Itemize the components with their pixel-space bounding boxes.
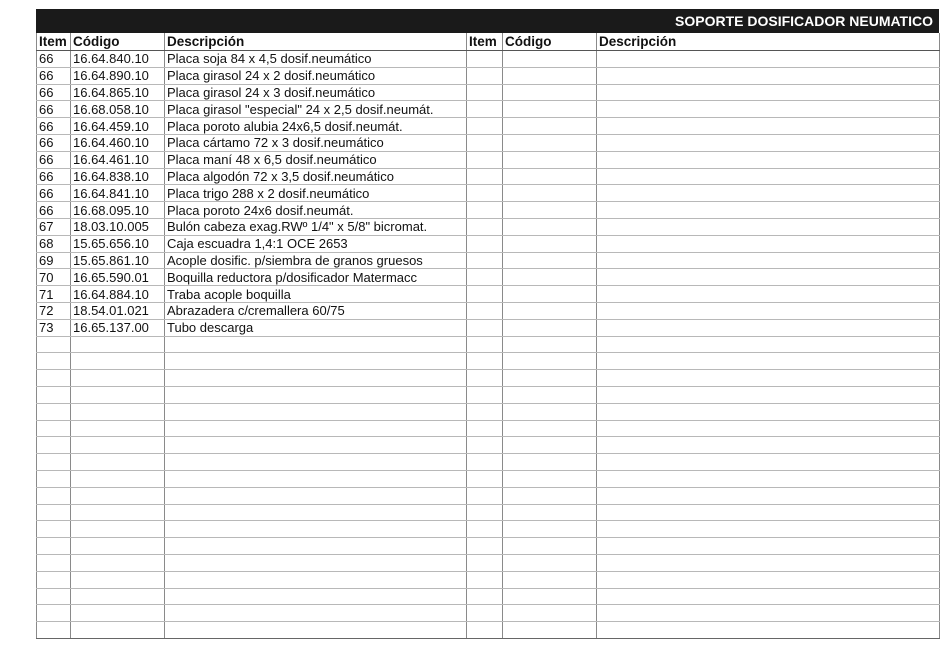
cell-description-right bbox=[597, 302, 940, 319]
cell-item: 66 bbox=[37, 134, 71, 151]
cell-description-right bbox=[597, 470, 940, 487]
cell-description bbox=[165, 554, 467, 571]
cell-item bbox=[37, 403, 71, 420]
cell-code: 16.65.137.00 bbox=[71, 319, 165, 336]
cell-item-right bbox=[467, 571, 503, 588]
cell-code bbox=[71, 353, 165, 370]
cell-item-right bbox=[467, 67, 503, 84]
cell-code: 16.65.590.01 bbox=[71, 269, 165, 286]
cell-item-right bbox=[467, 521, 503, 538]
cell-code bbox=[71, 487, 165, 504]
cell-code-right bbox=[503, 269, 597, 286]
cell-code bbox=[71, 504, 165, 521]
cell-item-right bbox=[467, 286, 503, 303]
cell-code-right bbox=[503, 487, 597, 504]
cell-item-right bbox=[467, 168, 503, 185]
table-row bbox=[37, 437, 940, 454]
cell-description: Tubo descarga bbox=[165, 319, 467, 336]
cell-code-right bbox=[503, 622, 597, 639]
cell-description: Placa poroto 24x6 dosif.neumát. bbox=[165, 202, 467, 219]
cell-code-right bbox=[503, 67, 597, 84]
cell-description: Placa soja 84 x 4,5 dosif.neumático bbox=[165, 51, 467, 68]
cell-code: 16.64.841.10 bbox=[71, 185, 165, 202]
cell-code bbox=[71, 470, 165, 487]
cell-item bbox=[37, 554, 71, 571]
cell-code bbox=[71, 571, 165, 588]
cell-item: 72 bbox=[37, 302, 71, 319]
cell-description bbox=[165, 588, 467, 605]
cell-item-right bbox=[467, 588, 503, 605]
cell-code-right bbox=[503, 588, 597, 605]
cell-code bbox=[71, 605, 165, 622]
cell-description: Placa maní 48 x 6,5 dosif.neumático bbox=[165, 151, 467, 168]
cell-item bbox=[37, 588, 71, 605]
cell-code-right bbox=[503, 538, 597, 555]
cell-description-right bbox=[597, 252, 940, 269]
table-row bbox=[37, 504, 940, 521]
cell-code-right bbox=[503, 84, 597, 101]
cell-item-right bbox=[467, 437, 503, 454]
cell-description: Caja escuadra 1,4:1 OCE 2653 bbox=[165, 235, 467, 252]
cell-item-right bbox=[467, 336, 503, 353]
cell-item bbox=[37, 370, 71, 387]
table-row bbox=[37, 386, 940, 403]
cell-code-right bbox=[503, 386, 597, 403]
table-row bbox=[37, 538, 940, 555]
table-row bbox=[37, 151, 940, 168]
cell-item: 66 bbox=[37, 84, 71, 101]
cell-description-right bbox=[597, 202, 940, 219]
cell-description: Traba acople boquilla bbox=[165, 286, 467, 303]
cell-code: 16.64.840.10 bbox=[71, 51, 165, 68]
cell-code bbox=[71, 538, 165, 555]
table-row bbox=[37, 353, 940, 370]
cell-description-right bbox=[597, 269, 940, 286]
cell-code-right bbox=[503, 168, 597, 185]
cell-item bbox=[37, 538, 71, 555]
cell-description-right bbox=[597, 319, 940, 336]
cell-description: Placa cártamo 72 x 3 dosif.neumático bbox=[165, 134, 467, 151]
cell-description-right bbox=[597, 286, 940, 303]
table-row bbox=[37, 286, 940, 303]
cell-code: 16.64.890.10 bbox=[71, 67, 165, 84]
table-row bbox=[37, 370, 940, 387]
table-row bbox=[37, 420, 940, 437]
parts-sheet bbox=[36, 9, 939, 639]
cell-item: 66 bbox=[37, 202, 71, 219]
cell-description: Placa girasol 24 x 2 dosif.neumático bbox=[165, 67, 467, 84]
cell-code-right bbox=[503, 302, 597, 319]
cell-description: Placa poroto alubia 24x6,5 dosif.neumát. bbox=[165, 118, 467, 135]
cell-item: 71 bbox=[37, 286, 71, 303]
cell-item: 68 bbox=[37, 235, 71, 252]
cell-description-right bbox=[597, 588, 940, 605]
cell-item bbox=[37, 336, 71, 353]
cell-item bbox=[37, 605, 71, 622]
cell-item bbox=[37, 571, 71, 588]
table-row bbox=[37, 134, 940, 151]
cell-item bbox=[37, 353, 71, 370]
cell-code bbox=[71, 437, 165, 454]
cell-code-right bbox=[503, 118, 597, 135]
cell-item-right bbox=[467, 319, 503, 336]
cell-item-right bbox=[467, 420, 503, 437]
header-code-right: Código bbox=[503, 33, 597, 51]
cell-code bbox=[71, 386, 165, 403]
table-row bbox=[37, 470, 940, 487]
cell-description-right bbox=[597, 67, 940, 84]
cell-code: 16.64.459.10 bbox=[71, 118, 165, 135]
cell-code bbox=[71, 588, 165, 605]
cell-description: Placa trigo 288 x 2 dosif.neumático bbox=[165, 185, 467, 202]
table-row bbox=[37, 403, 940, 420]
cell-description bbox=[165, 336, 467, 353]
cell-description-right bbox=[597, 554, 940, 571]
cell-description-right bbox=[597, 521, 940, 538]
cell-description: Boquilla reductora p/dosificador Matermacc bbox=[165, 269, 467, 286]
cell-code-right bbox=[503, 504, 597, 521]
cell-description bbox=[165, 437, 467, 454]
cell-description-right bbox=[597, 134, 940, 151]
cell-item: 69 bbox=[37, 252, 71, 269]
table-row bbox=[37, 269, 940, 286]
cell-code-right bbox=[503, 51, 597, 68]
cell-item-right bbox=[467, 605, 503, 622]
table-row bbox=[37, 454, 940, 471]
cell-description-right bbox=[597, 571, 940, 588]
cell-code-right bbox=[503, 134, 597, 151]
cell-item bbox=[37, 437, 71, 454]
cell-description bbox=[165, 504, 467, 521]
cell-description-right bbox=[597, 504, 940, 521]
cell-code-right bbox=[503, 202, 597, 219]
table-row bbox=[37, 252, 940, 269]
cell-description: Placa girasol "especial" 24 x 2,5 dosif.neumát. bbox=[165, 101, 467, 118]
cell-description-right bbox=[597, 454, 940, 471]
cell-code bbox=[71, 554, 165, 571]
cell-item: 66 bbox=[37, 185, 71, 202]
table-row bbox=[37, 336, 940, 353]
cell-code-right bbox=[503, 454, 597, 471]
cell-code-right bbox=[503, 101, 597, 118]
cell-item: 73 bbox=[37, 319, 71, 336]
cell-item-right bbox=[467, 554, 503, 571]
cell-item-right bbox=[467, 370, 503, 387]
cell-code: 16.68.058.10 bbox=[71, 101, 165, 118]
table-row bbox=[37, 101, 940, 118]
cell-item-right bbox=[467, 487, 503, 504]
cell-code-right bbox=[503, 554, 597, 571]
cell-item: 66 bbox=[37, 118, 71, 135]
cell-description bbox=[165, 403, 467, 420]
cell-item bbox=[37, 420, 71, 437]
cell-code bbox=[71, 454, 165, 471]
table-row bbox=[37, 605, 940, 622]
cell-description bbox=[165, 622, 467, 639]
cell-description: Bulón cabeza exag.RWº 1/4" x 5/8" bicromat. bbox=[165, 218, 467, 235]
cell-item-right bbox=[467, 386, 503, 403]
table-body bbox=[37, 51, 940, 639]
cell-description-right bbox=[597, 420, 940, 437]
cell-item bbox=[37, 504, 71, 521]
cell-code-right bbox=[503, 403, 597, 420]
cell-item-right bbox=[467, 84, 503, 101]
cell-code-right bbox=[503, 235, 597, 252]
sheet-title: SOPORTE DOSIFICADOR NEUMATICO bbox=[36, 9, 939, 33]
cell-item-right bbox=[467, 252, 503, 269]
cell-code: 16.68.095.10 bbox=[71, 202, 165, 219]
cell-description-right bbox=[597, 51, 940, 68]
cell-description bbox=[165, 454, 467, 471]
table-row bbox=[37, 554, 940, 571]
cell-item-right bbox=[467, 504, 503, 521]
table-row bbox=[37, 67, 940, 84]
cell-code-right bbox=[503, 286, 597, 303]
cell-item: 66 bbox=[37, 168, 71, 185]
cell-code-right bbox=[503, 521, 597, 538]
cell-code bbox=[71, 403, 165, 420]
cell-item-right bbox=[467, 51, 503, 68]
cell-item-right bbox=[467, 151, 503, 168]
cell-code: 15.65.861.10 bbox=[71, 252, 165, 269]
cell-description bbox=[165, 605, 467, 622]
cell-description bbox=[165, 420, 467, 437]
cell-description-right bbox=[597, 622, 940, 639]
cell-item-right bbox=[467, 101, 503, 118]
cell-description: Acople dosific. p/siembra de granos gruesos bbox=[165, 252, 467, 269]
header-description-right: Descripción bbox=[597, 33, 940, 51]
cell-description bbox=[165, 487, 467, 504]
table-row bbox=[37, 84, 940, 101]
cell-description bbox=[165, 370, 467, 387]
cell-description-right bbox=[597, 185, 940, 202]
cell-description bbox=[165, 538, 467, 555]
header-item: Item bbox=[37, 33, 71, 51]
cell-description: Placa algodón 72 x 3,5 dosif.neumático bbox=[165, 168, 467, 185]
cell-code bbox=[71, 370, 165, 387]
cell-code: 16.64.884.10 bbox=[71, 286, 165, 303]
cell-code-right bbox=[503, 370, 597, 387]
cell-code-right bbox=[503, 185, 597, 202]
cell-code: 16.64.460.10 bbox=[71, 134, 165, 151]
cell-description-right bbox=[597, 538, 940, 555]
cell-item-right bbox=[467, 235, 503, 252]
cell-code-right bbox=[503, 353, 597, 370]
cell-code: 15.65.656.10 bbox=[71, 235, 165, 252]
cell-code: 18.03.10.005 bbox=[71, 218, 165, 235]
cell-item-right bbox=[467, 470, 503, 487]
cell-description-right bbox=[597, 605, 940, 622]
header-row bbox=[37, 33, 940, 51]
table-row bbox=[37, 319, 940, 336]
cell-description bbox=[165, 470, 467, 487]
cell-item-right bbox=[467, 134, 503, 151]
cell-item-right bbox=[467, 403, 503, 420]
cell-description-right bbox=[597, 386, 940, 403]
cell-code-right bbox=[503, 218, 597, 235]
cell-description-right bbox=[597, 168, 940, 185]
cell-description-right bbox=[597, 218, 940, 235]
table-row bbox=[37, 588, 940, 605]
cell-code bbox=[71, 521, 165, 538]
header-code: Código bbox=[71, 33, 165, 51]
cell-description-right bbox=[597, 487, 940, 504]
cell-item: 66 bbox=[37, 51, 71, 68]
cell-item-right bbox=[467, 454, 503, 471]
cell-code-right bbox=[503, 336, 597, 353]
cell-item-right bbox=[467, 538, 503, 555]
cell-description-right bbox=[597, 84, 940, 101]
cell-item bbox=[37, 487, 71, 504]
cell-code: 18.54.01.021 bbox=[71, 302, 165, 319]
cell-code-right bbox=[503, 605, 597, 622]
cell-item-right bbox=[467, 218, 503, 235]
table-row bbox=[37, 622, 940, 639]
cell-description-right bbox=[597, 353, 940, 370]
cell-description-right bbox=[597, 235, 940, 252]
table-row bbox=[37, 487, 940, 504]
cell-item bbox=[37, 470, 71, 487]
cell-description bbox=[165, 353, 467, 370]
cell-item-right bbox=[467, 269, 503, 286]
cell-item: 67 bbox=[37, 218, 71, 235]
cell-item-right bbox=[467, 202, 503, 219]
cell-description-right bbox=[597, 437, 940, 454]
cell-item-right bbox=[467, 185, 503, 202]
cell-description-right bbox=[597, 403, 940, 420]
cell-item-right bbox=[467, 118, 503, 135]
cell-code-right bbox=[503, 420, 597, 437]
table-row bbox=[37, 521, 940, 538]
cell-item-right bbox=[467, 302, 503, 319]
cell-code-right bbox=[503, 437, 597, 454]
parts-table bbox=[36, 33, 940, 639]
cell-description: Placa girasol 24 x 3 dosif.neumático bbox=[165, 84, 467, 101]
header-description: Descripción bbox=[165, 33, 467, 51]
cell-item bbox=[37, 386, 71, 403]
table-row bbox=[37, 235, 940, 252]
table-row bbox=[37, 202, 940, 219]
cell-code-right bbox=[503, 252, 597, 269]
table-row bbox=[37, 51, 940, 68]
table-row bbox=[37, 218, 940, 235]
cell-description-right bbox=[597, 336, 940, 353]
cell-description: Abrazadera c/cremallera 60/75 bbox=[165, 302, 467, 319]
cell-code bbox=[71, 622, 165, 639]
table-row bbox=[37, 118, 940, 135]
cell-item: 70 bbox=[37, 269, 71, 286]
table-row bbox=[37, 571, 940, 588]
cell-item-right bbox=[467, 622, 503, 639]
cell-code-right bbox=[503, 319, 597, 336]
table-row bbox=[37, 302, 940, 319]
cell-item bbox=[37, 521, 71, 538]
cell-item: 66 bbox=[37, 67, 71, 84]
cell-item: 66 bbox=[37, 151, 71, 168]
cell-description bbox=[165, 571, 467, 588]
cell-code: 16.64.838.10 bbox=[71, 168, 165, 185]
header-item-right: Item bbox=[467, 33, 503, 51]
table-row bbox=[37, 185, 940, 202]
cell-description bbox=[165, 521, 467, 538]
cell-item-right bbox=[467, 353, 503, 370]
table-row bbox=[37, 168, 940, 185]
cell-description-right bbox=[597, 370, 940, 387]
cell-description bbox=[165, 386, 467, 403]
cell-code: 16.64.461.10 bbox=[71, 151, 165, 168]
cell-code-right bbox=[503, 571, 597, 588]
cell-description-right bbox=[597, 101, 940, 118]
cell-code bbox=[71, 336, 165, 353]
cell-code: 16.64.865.10 bbox=[71, 84, 165, 101]
cell-item bbox=[37, 622, 71, 639]
cell-item: 66 bbox=[37, 101, 71, 118]
cell-item bbox=[37, 454, 71, 471]
cell-code-right bbox=[503, 151, 597, 168]
cell-code bbox=[71, 420, 165, 437]
cell-description-right bbox=[597, 151, 940, 168]
cell-description-right bbox=[597, 118, 940, 135]
cell-code-right bbox=[503, 470, 597, 487]
